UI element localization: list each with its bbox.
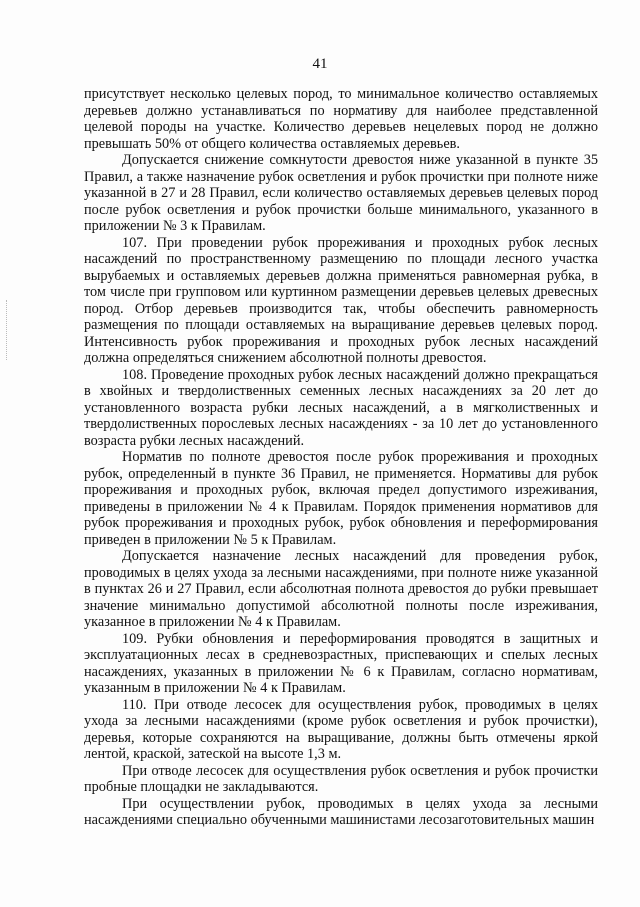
document-body [84, 86, 598, 829]
paragraph: Норматив по полноте древостоя после рубок прореживания и проходных рубок, определенный в пункте 36 Правил, не применяется. Нормативы для рубок прореживания и проходных рубок, включая предел допустимого изреживания, приведены в приложении № 4 к Правилам. Порядок применения нормативов для рубок прореживания и проходных рубок, рубок обновления и переформирования приведен в приложении № 5 к Правилам. [84, 449, 598, 548]
paragraph-110: 110. При отводе лесосек для осуществления рубок, проводимых в целях ухода за лесными насаждениями (кроме рубок осветления и рубок прочистки), деревья, которые сохраняются на выращивание, должны быть отмечены яркой лентой, краской, затеской на высоте 1,3 м. [84, 696, 598, 762]
paragraph: При отводе лесосек для осуществления рубок осветления и рубок прочистки пробные площадки не закладываются. [84, 762, 598, 795]
paragraph: При осуществлении рубок, проводимых в целях ухода за лесными насаждениями специально обученными машинистами лесозаготовительных машин [84, 795, 598, 828]
paragraph-continuation: присутствует несколько целевых пород, то минимальное количество оставляемых деревьев должно устанавливаться по нормативу для наиболее представленной целевой породы на участке. Количество деревьев нецелевых пород не должно превышать 50% от общего количества оставляемых деревьев. [84, 86, 598, 152]
scan-margin-mark [6, 300, 10, 360]
paragraph-108: 108. Проведение проходных рубок лесных насаждений должно прекращаться в хвойных и твердолиственных семенных лесных насаждениях за 20 лет до установленного возраста рубки лесных насаждений, а в мягколиственных и твердолиственных порослевых лесных насаждениях - за 10 лет до установленного возраста рубки лесных насаждений. [84, 366, 598, 449]
page-number: 41 [312, 56, 328, 72]
paragraph: Допускается назначение лесных насаждений для проведения рубок, проводимых в целях ухода за лесными насаждениями, при полноте ниже указанной в пунктах 26 и 27 Правил, если абсолютная полнота древостоя до рубки превышает значение минимально допустимой абсолютной полноты после изреживания, указанное в приложении № 4 к Правилам. [84, 548, 598, 630]
paragraph-109: 109. Рубки обновления и переформирования проводятся в защитных и эксплуатационных лесах в средневозрастных, приспевающих и спелых лесных насаждениях, указанных в приложении № 6 к Правилам, согласно нормативам, указанным в приложении № 4 к Правилам. [84, 630, 598, 696]
paragraph: Допускается снижение сомкнутости древостоя ниже указанной в пункте 35 Правил, а также назначение рубок осветления и рубок прочистки при полноте ниже указанной в 27 и 28 Правил, если количество оставляемых деревьев целевых пород после рубок осветления и рубок прочистки больше минимального, указанного в приложении № 3 к Правилам. [84, 152, 598, 234]
paragraph-107: 107. При проведении рубок прореживания и проходных рубок лесных насаждений по пространственному размещению по площади лесного участка вырубаемых и оставляемых деревьев должна применяться равномерная рубка, в том числе при групповом или куртинном размещении деревьев целевых древесных пород. Отбор деревьев производится так, чтобы обеспечить равномерность размещения по площади оставляемых на выращивание деревьев целевых пород. Интенсивность рубок прореживания и проходных рубок лесных насаждений должна определяться снижением абсолютной полноты древостоя. [84, 234, 598, 366]
